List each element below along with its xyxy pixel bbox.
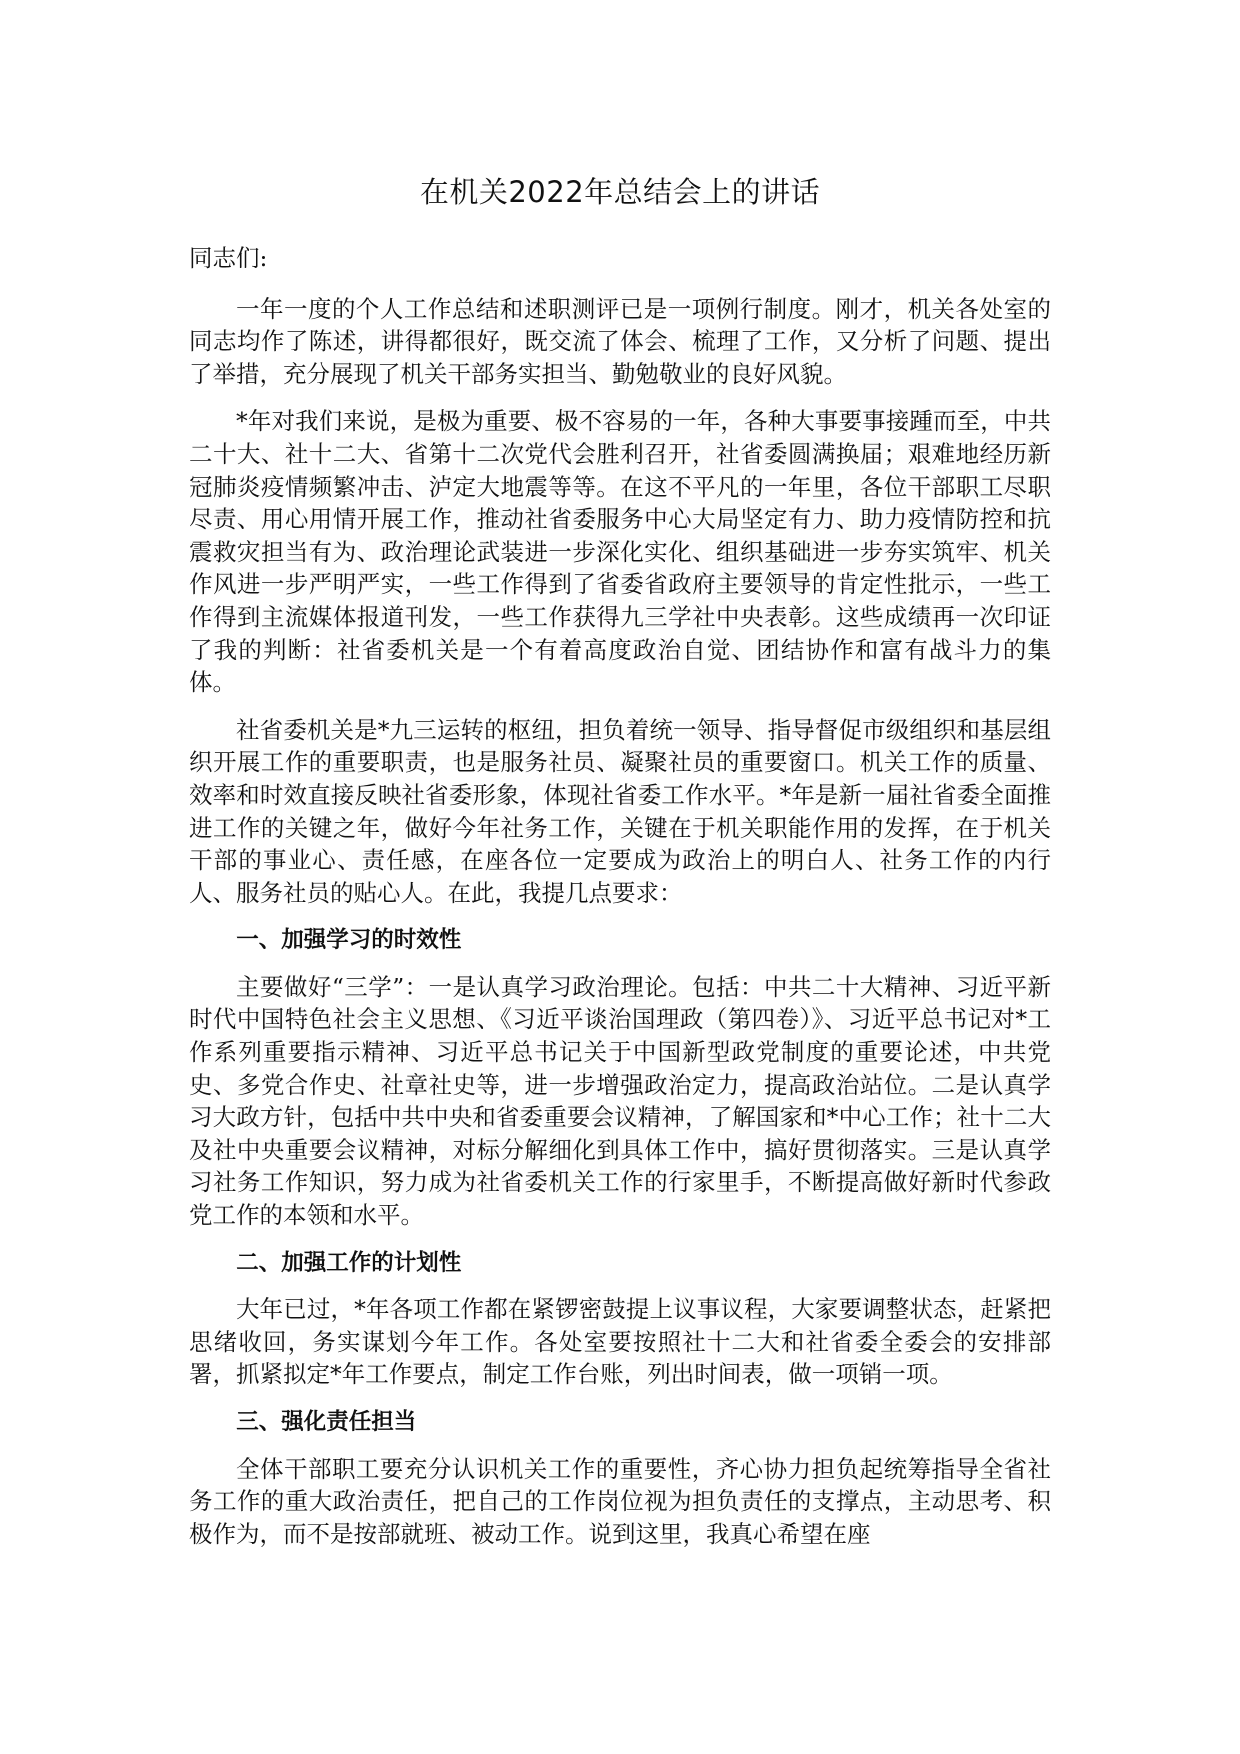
section-heading: 二、加强工作的计划性 [236, 1249, 462, 1276]
paragraph: 全体干部职工要充分认识机关工作的重要性，齐心协力担负起统筹指导全省社务工作的重大政治责任，把自己的工作岗位视为担负责任的支撑点，主动思考、积极作为，而不是按部就班、被动工作。说到这里，我真心希望在座 [189, 1454, 1051, 1548]
paragraph: *年对我们来说，是极为重要、极不容易的一年，各种大事要事接踵而至，中共二十大、社十二大、省第十二次党代会胜利召开，社省委圆满换届；艰难地经历新冠肺炎疫情频繁冲击、泸定大地震等等。在这不平凡的一年里，各位干部职工尽职尽责、用心用情开展工作，推动社省委服务中心大局坚定有力、助力疫情防控和抗震救灾担当有为、政治理论武装进一步深化实化、组织基础进一步夯实筑牢、机关作风进一步严明严实，一些工作得到了省委省政府主要领导的肯定性批示，一些工作得到主流媒体报道刊发，一些工作获得九三学社中央表彰。这些成绩再一次印证了我的判断：社省委机关是一个有着高度政治自觉、团结协作和富有战斗力的集体。 [189, 407, 1051, 697]
page-title: 在机关2022年总结会上的讲话 [419, 175, 821, 209]
salutation: 同志们: [189, 244, 268, 272]
paragraph: 大年已过，*年各项工作都在紧锣密鼓提上议事议程，大家要调整状态，赶紧把思绪收回，务实谋划今年工作。各处室要按照社十二大和社省委全委会的安排部署，抓紧拟定*年工作要点，制定工作台账，列出时间表，做一项销一项。 [189, 1295, 1051, 1389]
paragraph: 主要做好“三学”：一是认真学习政治理论。包括：中共二十大精神、习近平新时代中国特色社会主义思想、《习近平谈治国理政（第四卷）》、习近平总书记对*工作系列重要指示精神、习近平总书记关于中国新型政党制度的重要论述，中共党史、多党合作史、社章社史等，进一步增强政治定力，提高政治站位。二是认真学习大政方针，包括中共中央和省委重要会议精神，了解国家和*中心工作；社十二大及社中央重要会议精神，对标分解细化到具体工作中，搞好贯彻落实。三是认真学习社务工作知识，努力成为社省委机关工作的行家里手，不断提高做好新时代参政党工作的本领和水平。 [189, 972, 1051, 1230]
paragraph: 一年一度的个人工作总结和述职测评已是一项例行制度。刚才，机关各处室的同志均作了陈述，讲得都很好，既交流了体会、梳理了工作，又分析了问题、提出了举措，充分展现了机关干部务实担当、勤勉敬业的良好风貌。 [189, 294, 1051, 388]
section-heading: 三、强化责任担当 [236, 1409, 417, 1435]
document-body [189, 242, 1051, 1565]
paragraph: 社省委机关是*九三运转的枢纽，担负着统一领导、指导督促市级组织和基层组织开展工作的重要职责，也是服务社员、凝聚社员的重要窗口。机关工作的质量、效率和时效直接反映社省委形象，体现社省委工作水平。*年是新一届社省委全面推进工作的关键之年，做好今年社务工作，关键在于机关职能作用的发挥，在于机关干部的事业心、责任感，在座各位一定要成为政治上的明白人、社务工作的内行人、服务社员的贴心人。在此，我提几点要求： [189, 715, 1051, 907]
section-heading: 一、加强学习的时效性 [236, 927, 462, 954]
